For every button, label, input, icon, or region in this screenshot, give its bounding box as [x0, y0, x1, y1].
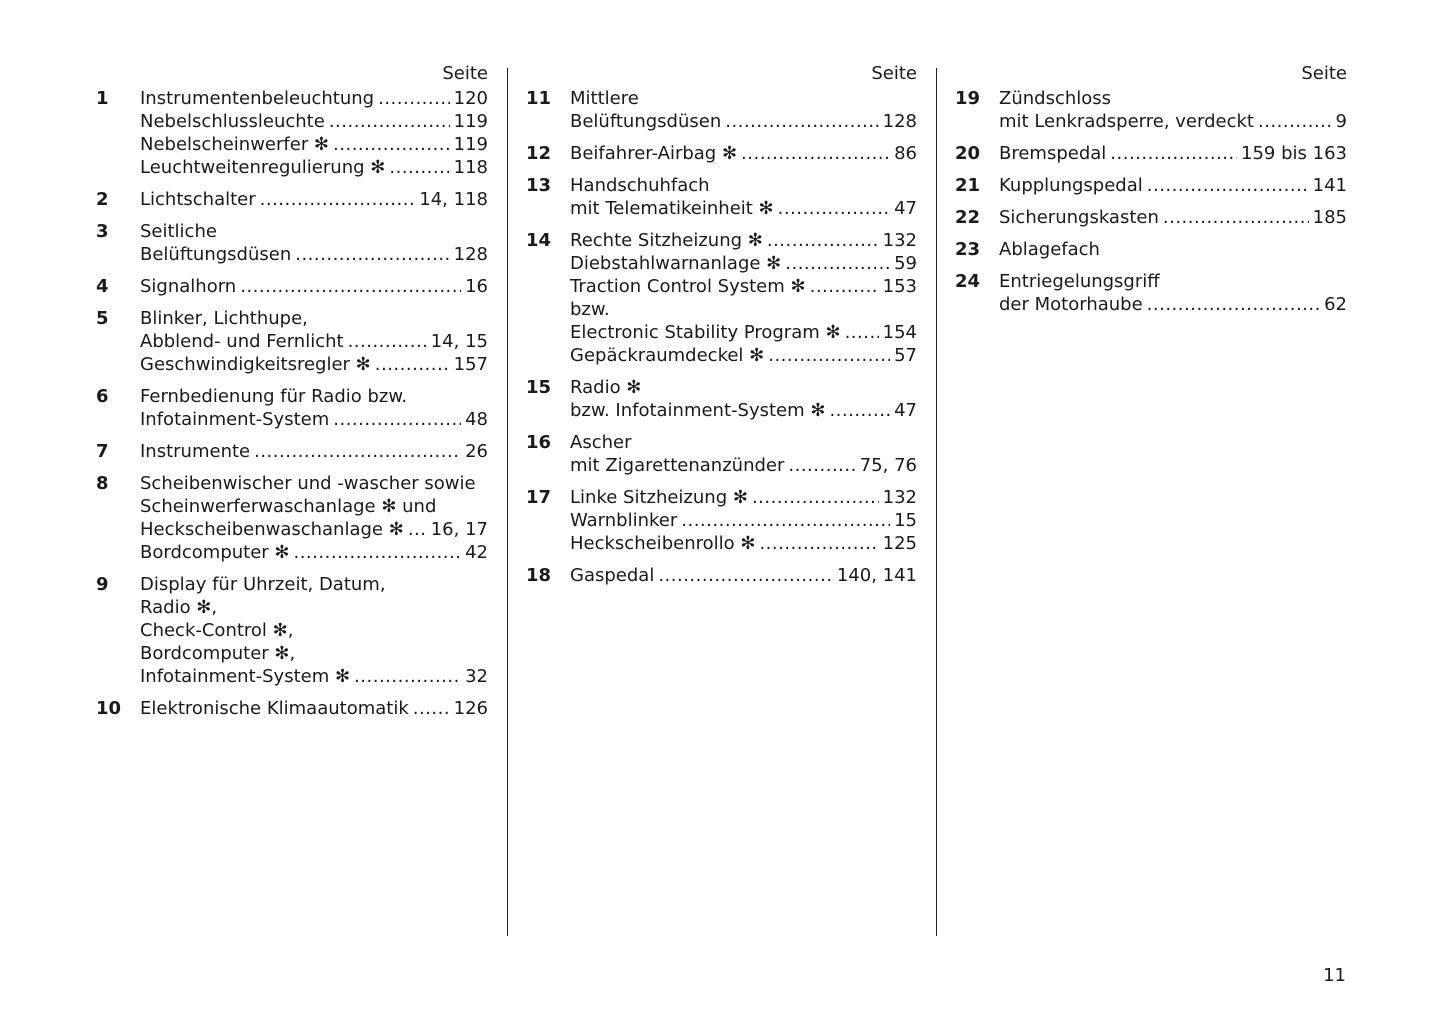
leader-dots — [1147, 174, 1309, 197]
entry-page-ref: 14, 118 — [419, 189, 488, 210]
entry-lines — [140, 385, 488, 431]
entry-page-ref: 119 — [453, 111, 488, 132]
entry-lines — [570, 431, 917, 477]
entry-text: Bordcomputer ✻ — [140, 542, 290, 563]
leader-dots — [293, 541, 461, 564]
index-entry — [96, 188, 488, 211]
entry-line — [570, 87, 917, 110]
entry-line — [570, 564, 917, 587]
entry-page-ref: 126 — [453, 698, 488, 719]
entry-line — [140, 188, 488, 211]
entry-text: Nebelscheinwerfer ✻ — [140, 134, 330, 155]
entry-line — [999, 142, 1347, 165]
entry-line — [570, 532, 917, 555]
entry-page-ref: 153 — [882, 276, 917, 297]
leader-dots — [658, 564, 833, 587]
entry-list — [96, 87, 488, 720]
entry-number: 5 — [96, 308, 109, 329]
index-entry — [96, 573, 488, 688]
entry-page-ref: 59 — [894, 253, 917, 274]
page-number: 11 — [1323, 965, 1346, 986]
entry-number: 16 — [526, 432, 552, 453]
leader-dots — [378, 87, 450, 110]
entry-text: Sicherungskasten — [999, 207, 1159, 228]
entry-line — [140, 307, 488, 330]
entry-line — [570, 486, 917, 509]
entry-text: Entriegelungsgriff — [999, 271, 1160, 292]
entry-line — [140, 697, 488, 720]
leader-dots — [785, 252, 890, 275]
entry-text: Scheibenwischer und -wascher sowie — [140, 473, 476, 494]
entry-line — [999, 110, 1347, 133]
entry-page-ref: 62 — [1324, 294, 1347, 315]
leader-dots — [681, 509, 890, 532]
entry-number: 8 — [96, 473, 109, 494]
entry-text: Leuchtweitenregulierung ✻ — [140, 157, 386, 178]
seite-header: Seite — [442, 63, 488, 84]
column-divider — [936, 68, 937, 936]
entry-text: Blinker, Lichthupe, — [140, 308, 308, 329]
index-entry — [96, 220, 488, 266]
index-entry — [96, 307, 488, 376]
leader-dots — [354, 665, 461, 688]
entry-page-ref: 157 — [453, 354, 488, 375]
entry-page-ref: 47 — [894, 198, 917, 219]
entry-text: Bremspedal — [999, 143, 1107, 164]
index-entry — [955, 142, 1347, 165]
entry-line — [570, 174, 917, 197]
entry-page-ref: 118 — [453, 157, 488, 178]
entry-line — [570, 509, 917, 532]
leader-dots — [845, 321, 879, 344]
entry-number: 23 — [955, 239, 981, 260]
entry-text: Gaspedal — [570, 565, 655, 586]
seite-header: Seite — [1301, 63, 1347, 84]
index-column-2 — [526, 62, 917, 596]
entry-lines — [570, 229, 917, 367]
entry-page-ref: 75, 76 — [859, 455, 917, 476]
entry-line — [570, 229, 917, 252]
leader-dots — [778, 197, 890, 220]
entry-page-ref: 42 — [465, 542, 488, 563]
entry-text: Kupplungspedal — [999, 175, 1143, 196]
entry-line — [999, 270, 1347, 293]
entry-text: der Motorhaube — [999, 294, 1143, 315]
entry-number: 3 — [96, 221, 109, 242]
entry-line — [570, 321, 917, 344]
entry-text: Traction Control System ✻ — [570, 276, 806, 297]
entry-lines — [140, 573, 488, 688]
entry-line — [140, 110, 488, 133]
index-entry — [96, 385, 488, 431]
leader-dots — [829, 399, 890, 422]
entry-number: 9 — [96, 574, 109, 595]
index-entry — [526, 174, 917, 220]
entry-page-ref: 120 — [453, 88, 488, 109]
entry-line — [140, 243, 488, 266]
entry-text: Rechte Sitzheizung ✻ — [570, 230, 763, 251]
entry-text: Instrumentenbeleuchtung — [140, 88, 375, 109]
entry-lines — [570, 87, 917, 133]
entry-lines — [570, 142, 917, 165]
entry-text: mit Telematikeinheit ✻ — [570, 198, 774, 219]
leader-dots — [1163, 206, 1309, 229]
leader-dots — [333, 408, 461, 431]
entry-line — [140, 665, 488, 688]
entry-text: Handschuhfach — [570, 175, 710, 196]
entry-line — [140, 440, 488, 463]
entry-page-ref: 125 — [882, 533, 917, 554]
entry-lines — [999, 142, 1347, 165]
leader-dots — [240, 275, 461, 298]
entry-lines — [140, 472, 488, 564]
entry-number: 22 — [955, 207, 981, 228]
entry-text: bzw. Infotainment-System ✻ — [570, 400, 826, 421]
entry-text: Signalhorn — [140, 276, 237, 297]
entry-page-ref: 185 — [1312, 207, 1347, 228]
leader-dots — [408, 518, 427, 541]
leader-dots — [389, 156, 449, 179]
index-column-1 — [96, 62, 488, 729]
entry-page-ref: 128 — [453, 244, 488, 265]
entry-text: Abblend- und Fernlicht — [140, 331, 344, 352]
entry-page-ref: 14, 15 — [430, 331, 488, 352]
leader-dots — [1147, 293, 1320, 316]
leader-dots — [752, 486, 879, 509]
entry-text: Instrumente — [140, 441, 251, 462]
entry-text: Warnblinker — [570, 510, 678, 531]
entry-text: bzw. — [570, 299, 610, 320]
entry-line — [570, 376, 917, 399]
entry-page-ref: 48 — [465, 409, 488, 430]
leader-dots — [788, 454, 855, 477]
entry-number: 10 — [96, 698, 122, 719]
entry-text: Nebelschlussleuchte — [140, 111, 325, 132]
entry-page-ref: 32 — [465, 666, 488, 687]
index-entry — [526, 486, 917, 555]
entry-lines — [140, 307, 488, 376]
entry-line — [570, 344, 917, 367]
entry-number: 21 — [955, 175, 981, 196]
entry-number: 12 — [526, 143, 552, 164]
entry-page-ref: 57 — [894, 345, 917, 366]
entry-line — [140, 275, 488, 298]
entry-line — [570, 197, 917, 220]
leader-dots — [1110, 142, 1237, 165]
leader-dots — [329, 110, 450, 133]
entry-line — [570, 298, 917, 321]
entry-text: Zündschloss — [999, 88, 1112, 109]
entry-text: Infotainment-System ✻ — [140, 666, 351, 687]
entry-lines — [999, 206, 1347, 229]
entry-text: Beifahrer-Airbag ✻ — [570, 143, 738, 164]
index-entry — [96, 697, 488, 720]
entry-number: 17 — [526, 487, 552, 508]
entry-number: 24 — [955, 271, 981, 292]
entry-lines — [140, 275, 488, 298]
leader-dots — [810, 275, 879, 298]
entry-page-ref: 159 bis 163 — [1241, 143, 1347, 164]
entry-text: Lichtschalter — [140, 189, 256, 210]
entry-page-ref: 132 — [882, 230, 917, 251]
entry-text: mit Zigarettenanzünder — [570, 455, 785, 476]
entry-number: 2 — [96, 189, 109, 210]
index-entry — [526, 142, 917, 165]
entry-lines — [999, 87, 1347, 133]
entry-text: Seitliche — [140, 221, 217, 242]
entry-line — [140, 353, 488, 376]
entry-line — [999, 238, 1347, 261]
entry-text: Radio ✻ — [570, 377, 642, 398]
entry-lines — [140, 87, 488, 179]
leader-dots — [375, 353, 450, 376]
entry-page-ref: 16 — [465, 276, 488, 297]
entry-page-ref: 119 — [453, 134, 488, 155]
entry-line — [140, 472, 488, 495]
index-entry — [955, 87, 1347, 133]
entry-line — [999, 87, 1347, 110]
leader-dots — [254, 440, 461, 463]
entry-number: 6 — [96, 386, 109, 407]
entry-lines — [140, 440, 488, 463]
leader-dots — [333, 133, 450, 156]
entry-line — [140, 385, 488, 408]
entry-page-ref: 26 — [465, 441, 488, 462]
entry-line — [570, 252, 917, 275]
entry-text: Infotainment-System — [140, 409, 330, 430]
entry-line — [999, 206, 1347, 229]
entry-text: Bordcomputer ✻, — [140, 643, 296, 664]
entry-text: Belüftungsdüsen — [570, 111, 722, 132]
entry-line — [140, 156, 488, 179]
entry-text: Scheinwerferwaschanlage ✻ und — [140, 496, 437, 517]
entry-line — [570, 399, 917, 422]
entry-line — [140, 408, 488, 431]
entry-line — [140, 642, 488, 665]
leader-dots — [767, 229, 879, 252]
entry-list — [955, 87, 1347, 316]
entry-line — [570, 454, 917, 477]
entry-line — [140, 573, 488, 596]
entry-lines — [999, 270, 1347, 316]
index-entry — [96, 440, 488, 463]
entry-page-ref: 140, 141 — [836, 565, 917, 586]
index-entry — [96, 87, 488, 179]
entry-line — [140, 518, 488, 541]
entry-page-ref: 141 — [1312, 175, 1347, 196]
entry-line — [570, 431, 917, 454]
entry-page-ref: 128 — [882, 111, 917, 132]
entry-line — [140, 330, 488, 353]
entry-number: 13 — [526, 175, 552, 196]
index-column-3 — [955, 62, 1347, 325]
entry-line — [140, 541, 488, 564]
entry-text: Electronic Stability Program ✻ — [570, 322, 841, 343]
entry-number: 4 — [96, 276, 109, 297]
index-entry — [96, 275, 488, 298]
entry-text: Elektronische Klimaautomatik — [140, 698, 409, 719]
leader-dots — [741, 142, 890, 165]
entry-text: Geschwindigkeitsregler ✻ — [140, 354, 371, 375]
entry-number: 20 — [955, 143, 981, 164]
entry-lines — [140, 697, 488, 720]
entry-text: Fernbedienung für Radio bzw. — [140, 386, 408, 407]
leader-dots — [768, 344, 890, 367]
leader-dots — [260, 188, 416, 211]
entry-page-ref: 15 — [894, 510, 917, 531]
entry-line — [570, 142, 917, 165]
entry-lines — [570, 376, 917, 422]
index-entry — [955, 270, 1347, 316]
entry-text: Gepäckraumdeckel ✻ — [570, 345, 765, 366]
entry-number: 11 — [526, 88, 552, 109]
entry-text: Ablagefach — [999, 239, 1100, 260]
entry-lines — [140, 188, 488, 211]
entry-text: Mittlere — [570, 88, 639, 109]
leader-dots — [413, 697, 450, 720]
entry-line — [999, 174, 1347, 197]
entry-page-ref: 47 — [894, 400, 917, 421]
entry-page-ref: 9 — [1335, 111, 1347, 132]
index-entry — [526, 431, 917, 477]
index-entry — [955, 206, 1347, 229]
entry-text: Heckscheibenwaschanlage ✻ — [140, 519, 404, 540]
leader-dots — [759, 532, 878, 555]
index-entry — [955, 238, 1347, 261]
entry-line — [140, 133, 488, 156]
entry-number: 19 — [955, 88, 981, 109]
entry-line — [140, 596, 488, 619]
index-entry — [526, 229, 917, 367]
index-entry — [955, 174, 1347, 197]
entry-lines — [999, 238, 1347, 261]
entry-number: 7 — [96, 441, 109, 462]
entry-text: Diebstahlwarnanlage ✻ — [570, 253, 782, 274]
entry-page-ref: 86 — [894, 143, 917, 164]
leader-dots — [295, 243, 449, 266]
entry-number: 18 — [526, 565, 552, 586]
leader-dots — [1258, 110, 1332, 133]
entry-page-ref: 154 — [882, 322, 917, 343]
entry-text: mit Lenkradsperre, verdeckt — [999, 111, 1254, 132]
entry-line — [570, 275, 917, 298]
entry-text: Belüftungsdüsen — [140, 244, 292, 265]
entry-line — [140, 87, 488, 110]
entry-line — [999, 293, 1347, 316]
entry-text: Check-Control ✻, — [140, 620, 294, 641]
index-entry — [526, 376, 917, 422]
entry-number: 14 — [526, 230, 552, 251]
leader-dots — [725, 110, 878, 133]
entry-line — [140, 220, 488, 243]
entry-page-ref: 16, 17 — [430, 519, 488, 540]
entry-text: Heckscheibenrollo ✻ — [570, 533, 756, 554]
entry-page-ref: 132 — [882, 487, 917, 508]
seite-header: Seite — [871, 63, 917, 84]
entry-lines — [140, 220, 488, 266]
entry-text: Display für Uhrzeit, Datum, — [140, 574, 386, 595]
column-divider — [507, 68, 508, 936]
entry-list — [526, 87, 917, 587]
entry-text: Ascher — [570, 432, 632, 453]
entry-line — [570, 110, 917, 133]
index-entry — [526, 564, 917, 587]
entry-number: 15 — [526, 377, 552, 398]
entry-text: Radio ✻, — [140, 597, 218, 618]
entry-lines — [570, 486, 917, 555]
entry-number: 1 — [96, 88, 109, 109]
entry-lines — [999, 174, 1347, 197]
index-entry — [526, 87, 917, 133]
index-entry — [96, 472, 488, 564]
leader-dots — [348, 330, 427, 353]
entry-text: Linke Sitzheizung ✻ — [570, 487, 748, 508]
entry-line — [140, 495, 488, 518]
entry-lines — [570, 564, 917, 587]
entry-line — [140, 619, 488, 642]
entry-lines — [570, 174, 917, 220]
